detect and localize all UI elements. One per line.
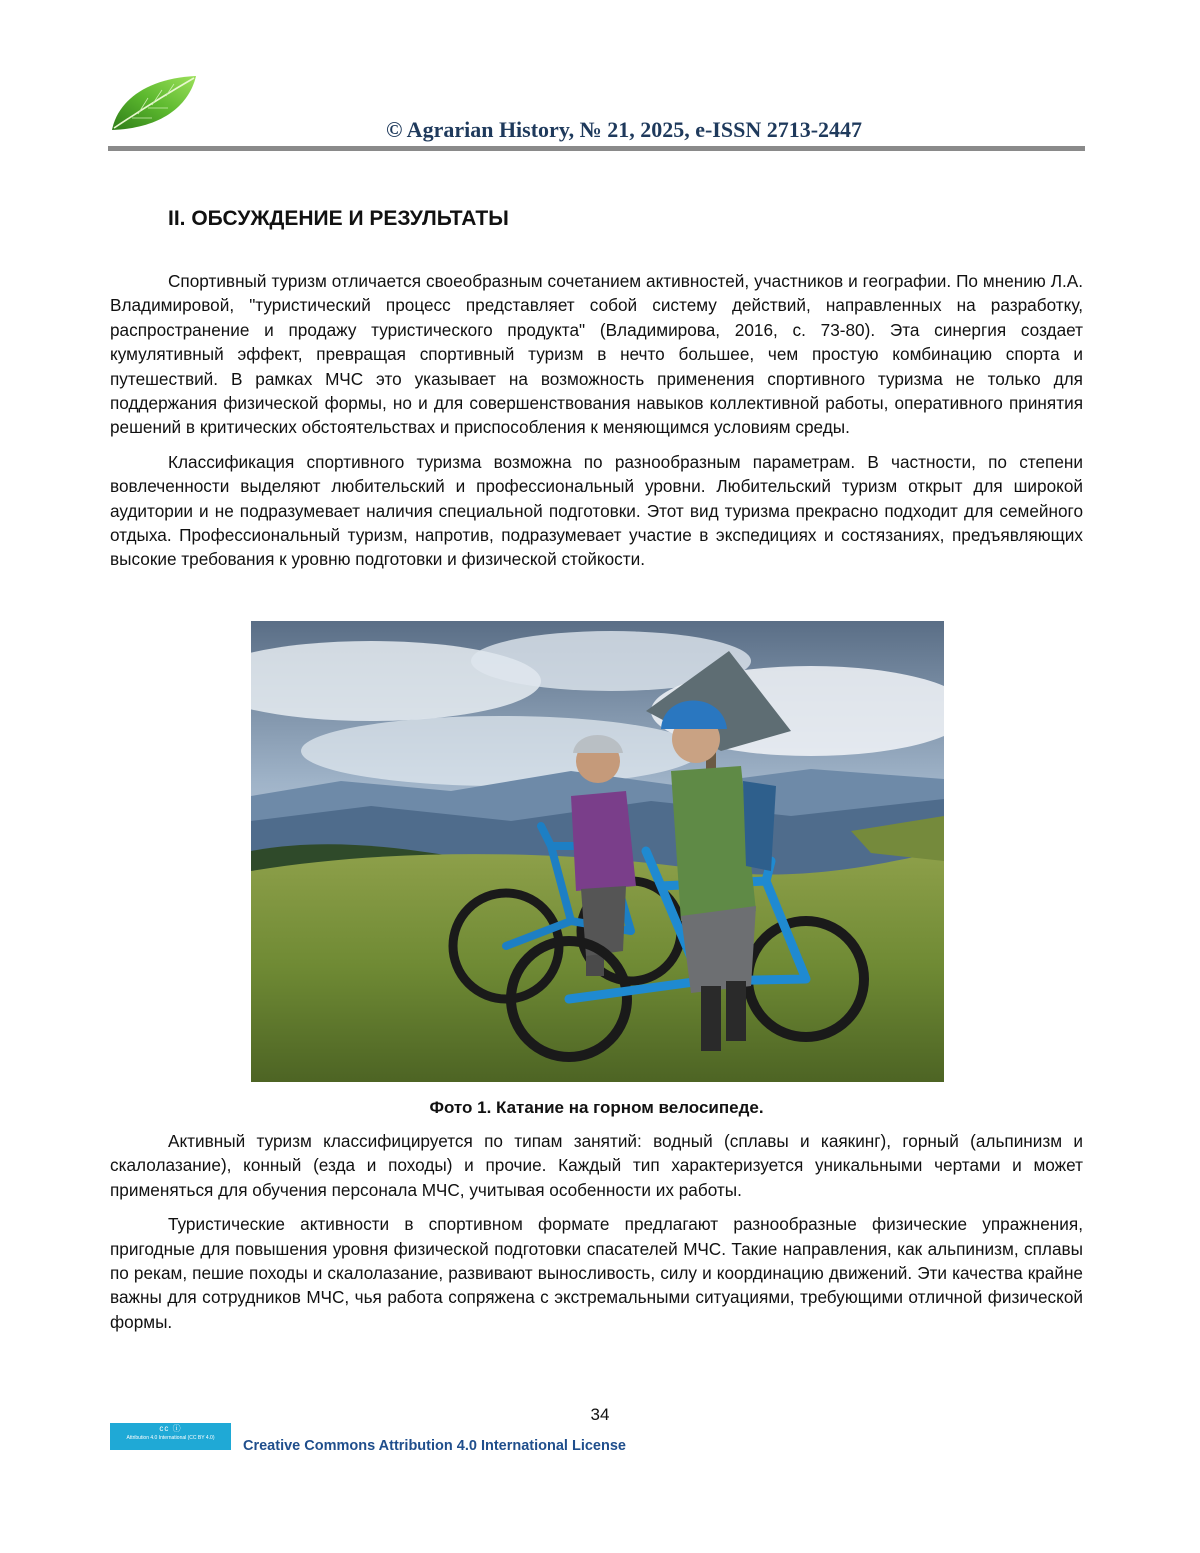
cc-badge-icons: cc ⓘ [159,1424,182,1433]
figure-caption: Фото 1. Катание на горном велосипеде. [429,1098,764,1117]
mountain-bike-photo [251,621,944,1082]
paragraph-1: Спортивный туризм отличается своеобразным сочетанием активностей, участников и географии. По мнению Л.А. Владимировой, "туристический процесс представляет собой систему действий, направленных на разработку, распространение и продажу туристического продукта" (Владимирова, 2016, с. 73-80). Эта синергия создает кумулятивный эффект, превращая спортивный туризм в нечто большее, чем простую комбинацию спорта и путешествий. В рамках МЧС это указывает на возможность применения спортивного туризма не только для поддержания физической формы, но и для совершенствования навыков коллективной работы, оперативного принятия решений в критических обстоятельствах и приспособления к меняющимся условиям среды. [110,271,1083,438]
section-title: II. ОБСУЖДЕНИЕ И РЕЗУЛЬТАТЫ [168,207,509,230]
cc-badge-text: Attribution 4.0 International (CC BY 4.0) [126,1435,215,1441]
license-link[interactable]: Creative Commons Attribution 4.0 International License [243,1438,626,1454]
journal-header: © Agrarian History, № 21, 2025, e-ISSN 2713-2447 [385,117,863,142]
paragraph-3: Активный туризм классифицируется по типам занятий: водный (сплавы и каякинг), горный (альпинизм и скалолазание), конный (езда и походы) и прочие. Каждый тип характеризуется уникальными чертами и может применяться для обучения персонала МЧС, учитывая особенности их работы. [110,1131,1083,1200]
page-number: 34 [590,1405,610,1424]
header-divider [108,146,1085,151]
body-text-top [110,269,1083,572]
paragraph-4: Туристические активности в спортивном формате предлагают разнообразные физические упражнения, пригодные для повышения уровня физической подготовки спасателей МЧС. Такие направления, как альпинизм, сплавы по рекам, пешие походы и скалолазание, развивают выносливость, силу и координацию движений. Эти качества крайне важны для сотрудников МЧС, чья работа сопряжена с экстремальными ситуациями, требующими отличной физической формы. [110,1214,1083,1332]
cc-license-badge[interactable] [110,1423,231,1450]
body-text-bottom [110,1129,1083,1334]
paragraph-2: Классификация спортивного туризма возможна по разнообразным параметрам. В частности, по степени вовлеченности выделяют любительский и профессиональный уровни. Любительский туризм открыт для широкой аудитории и не подразумевает наличия специальной подготовки. Этот вид туризма прекрасно подходит для семейного отдыха. Профессиональный туризм, напротив, подразумевает участие в экспедициях и состязаниях, предъявляющих высокие требования к уровню подготовки и физической стойкости. [110,451,1083,570]
